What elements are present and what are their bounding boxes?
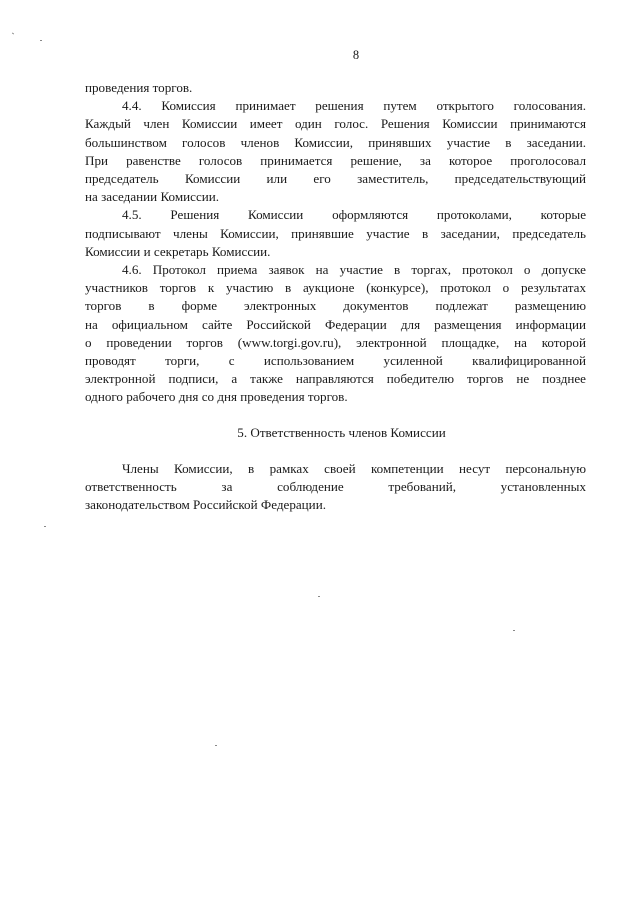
paragraph-4-5 <box>85 206 586 261</box>
scan-speck <box>215 745 217 746</box>
text-line: о проведении торгов (www.torgi.gov.ru), электронной площадке, на которой <box>85 334 586 350</box>
text-line: одного рабочего дня со дня проведения торгов. <box>85 389 348 405</box>
text-line: 4.5. Решения Комиссии оформляются протоколами, которые <box>122 207 586 223</box>
text-line: проводят торги, с использованием усиленной квалифицированной <box>85 353 586 369</box>
document-body <box>85 79 586 514</box>
text-line: законодательством Российской Федерации. <box>85 497 326 513</box>
text-line: председатель Комиссии или его заместитель, председательствующий <box>85 171 586 187</box>
text-line: Каждый член Комиссии имеет один голос. Решения Комиссии принимаются <box>85 116 586 132</box>
paragraph-4-6 <box>85 261 586 407</box>
paragraph-continuation <box>85 79 586 97</box>
paragraph-4-4 <box>85 97 586 206</box>
text-line: на официальном сайте Российской Федерации для размещения информации <box>85 316 586 332</box>
text-line: подписывают члены Комиссии, принявшие участие в заседании, председатель <box>85 225 586 241</box>
paragraph-section-5 <box>85 460 586 515</box>
page-number: 8 <box>352 48 360 62</box>
text-line: При равенстве голосов принимается решение, за которое проголосовал <box>85 152 586 168</box>
scan-speck <box>12 32 14 34</box>
text-line: Комиссии и секретарь Комиссии. <box>85 243 271 259</box>
scan-speck <box>513 630 515 631</box>
scan-speck <box>44 526 46 527</box>
text-line: ответственность за соблюдение требований, установленных <box>85 479 586 495</box>
scan-speck <box>318 596 320 597</box>
text-line: Члены Комиссии, в рамках своей компетенции несут персональную <box>122 460 586 476</box>
text-line: на заседании Комиссии. <box>85 189 220 205</box>
text-line: торгов в форме электронных документов подлежат размещению <box>85 298 586 314</box>
text-line: проведения торгов. <box>85 80 193 95</box>
text-line: электронной подписи, а также направляются победителю торгов не позднее <box>85 371 586 387</box>
scan-speck <box>40 40 42 41</box>
text-line: 4.6. Протокол приема заявок на участие в торгах, протокол о допуске <box>122 262 586 278</box>
section-heading: 5. Ответственность членов Комиссии <box>237 424 446 440</box>
text-line: участников торгов к участию в аукционе (конкурсе), протокол о результатах <box>85 280 586 296</box>
text-line: большинством голосов членов Комиссии, принявших участие в заседании. <box>85 134 586 150</box>
text-line: 4.4. Комиссия принимает решения путем открытого голосования. <box>122 98 586 114</box>
